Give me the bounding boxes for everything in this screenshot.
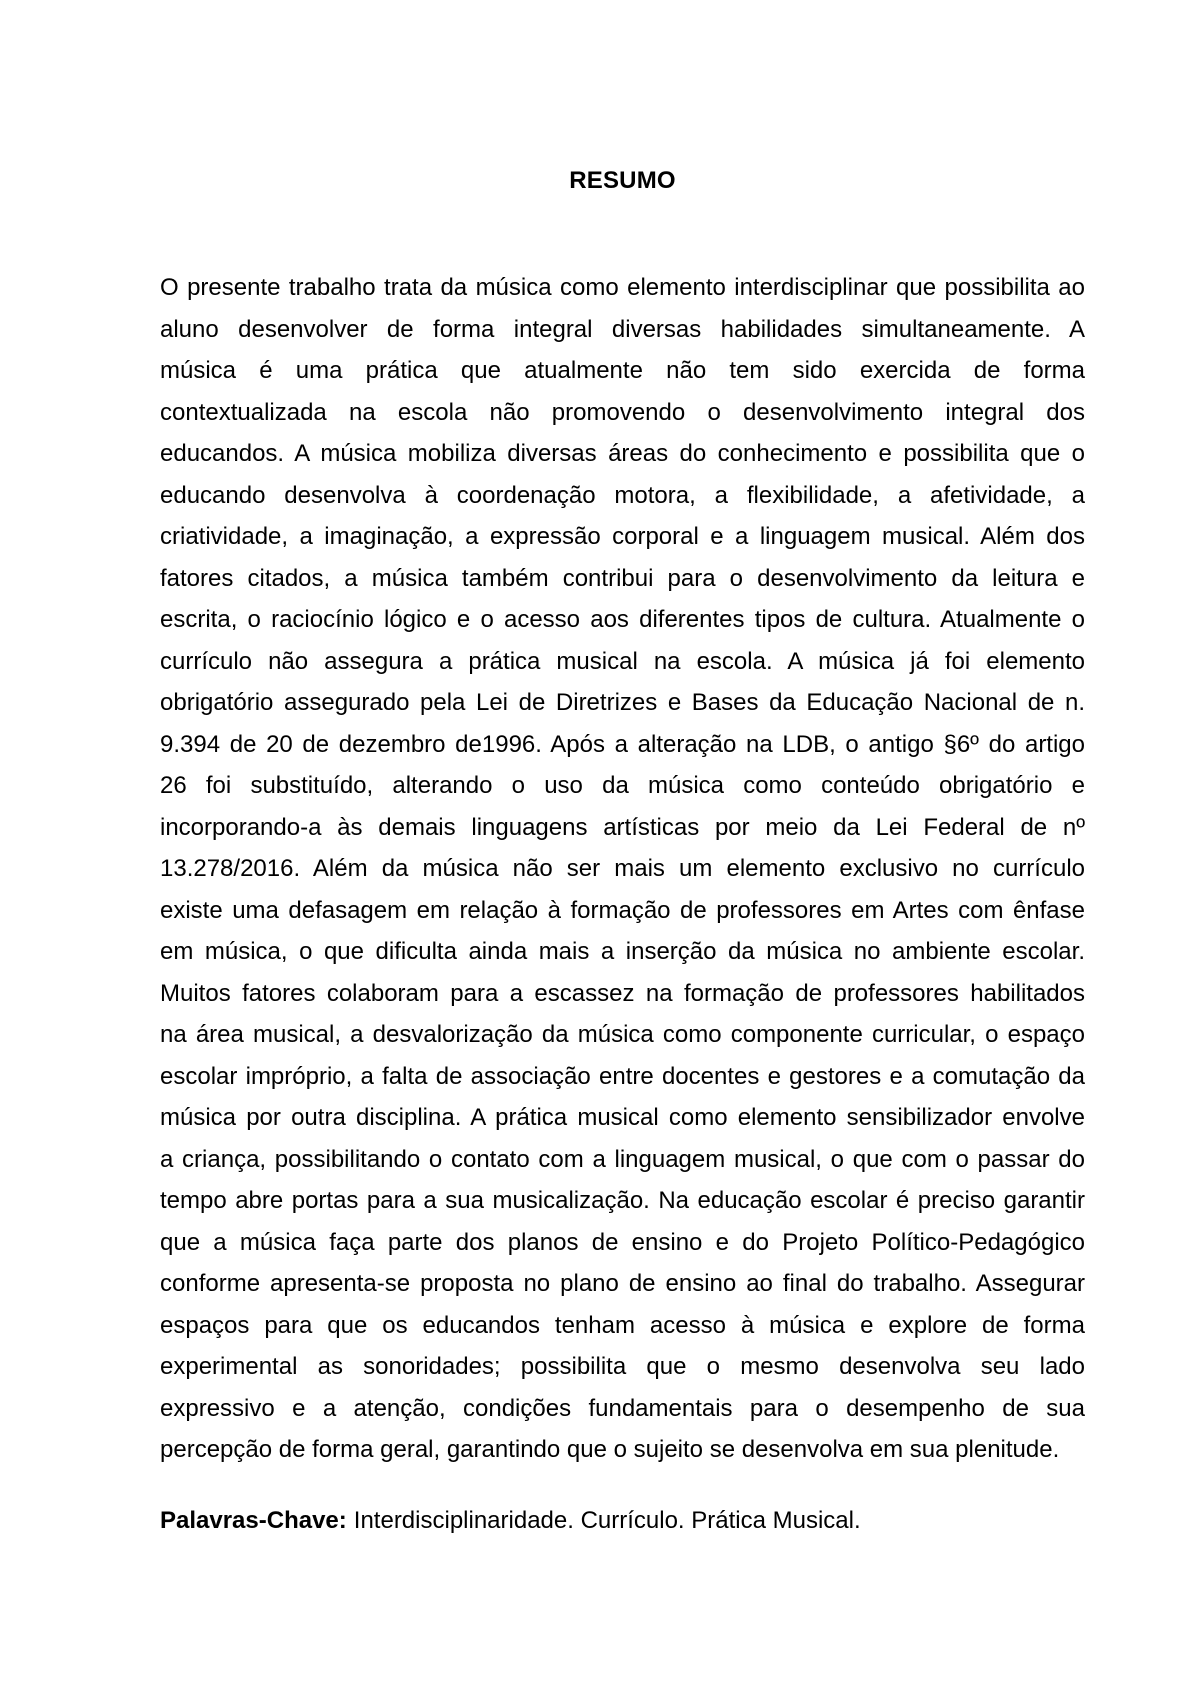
- abstract-line: 13.278/2016. Além da música não ser mais um elemento exclusivo no currículo: [160, 855, 1085, 882]
- abstract-line: escrita, o raciocínio lógico e o acesso aos diferentes tipos de cultura. Atualmente o: [160, 606, 1085, 633]
- abstract-line: espaços para que os educandos tenham acesso à música e explore de forma: [160, 1311, 1085, 1339]
- abstract-line: aluno desenvolver de forma integral diversas habilidades simultaneamente. A: [160, 315, 1085, 343]
- abstract-line: 9.394 de 20 de dezembro de1996. Após a alteração na LDB, o antigo §6º do artigo: [160, 730, 1085, 758]
- abstract-line: em música, o que dificulta ainda mais a inserção da música no ambiente escolar.: [160, 938, 1085, 965]
- abstract-line: na área musical, a desvalorização da música como componente curricular, o espaço: [160, 1021, 1085, 1048]
- abstract-line: a criança, possibilitando o contato com a linguagem musical, o que com o passar do: [160, 1145, 1085, 1173]
- abstract-paragraph: [160, 267, 1085, 1471]
- abstract-line: escolar impróprio, a falta de associação entre docentes e gestores e a comutação da: [160, 1062, 1085, 1090]
- abstract-line: Muitos fatores colaboram para a escassez na formação de professores habilitados: [160, 979, 1085, 1007]
- abstract-line: que a música faça parte dos planos de ensino e do Projeto Político-Pedagógico: [160, 1228, 1085, 1256]
- keywords-line: [160, 1500, 1085, 1542]
- abstract-line: 26 foi substituído, alterando o uso da música como conteúdo obrigatório e: [160, 772, 1085, 799]
- abstract-line: O presente trabalho trata da música como elemento interdisciplinar que possibilita ao: [160, 274, 1085, 301]
- abstract-line: expressivo e a atenção, condições fundamentais para o desempenho de sua: [160, 1394, 1085, 1422]
- abstract-line: tempo abre portas para a sua musicalização. Na educação escolar é preciso garantir: [160, 1187, 1085, 1214]
- abstract-line: educandos. A música mobiliza diversas áreas do conhecimento e possibilita que o: [160, 440, 1085, 467]
- abstract-line: educando desenvolva à coordenação motora, a flexibilidade, a afetividade, a: [160, 481, 1085, 509]
- abstract-line: criatividade, a imaginação, a expressão corporal e a linguagem musical. Além dos: [160, 523, 1085, 550]
- keywords-label: Palavras-Chave:: [160, 1506, 347, 1534]
- abstract-line: currículo não assegura a prática musical na escola. A música já foi elemento: [160, 647, 1085, 675]
- abstract-line: fatores citados, a música também contribui para o desenvolvimento da leitura e: [160, 564, 1085, 592]
- abstract-line: percepção de forma geral, garantindo que o sujeito se desenvolva em sua plenitude.: [160, 1436, 1060, 1463]
- abstract-line: contextualizada na escola não promovendo o desenvolvimento integral dos: [160, 398, 1085, 426]
- abstract-line: música é uma prática que atualmente não tem sido exercida de forma: [160, 357, 1085, 384]
- abstract-line: experimental as sonoridades; possibilita que o mesmo desenvolva seu lado: [160, 1353, 1085, 1380]
- abstract-line: música por outra disciplina. A prática musical como elemento sensibilizador envolve: [160, 1104, 1085, 1131]
- abstract-line: existe uma defasagem em relação à formação de professores em Artes com ênfase: [160, 896, 1085, 924]
- abstract-line: conforme apresenta-se proposta no plano de ensino ao final do trabalho. Assegurar: [160, 1270, 1085, 1297]
- keywords-text: Interdisciplinaridade. Currículo. Prática Musical.: [353, 1506, 861, 1534]
- abstract-line: incorporando-a às demais linguagens artísticas por meio da Lei Federal de nº: [160, 813, 1085, 841]
- abstract-line: obrigatório assegurado pela Lei de Diretrizes e Bases da Educação Nacional de n.: [160, 689, 1085, 716]
- page-title: RESUMO: [569, 167, 676, 194]
